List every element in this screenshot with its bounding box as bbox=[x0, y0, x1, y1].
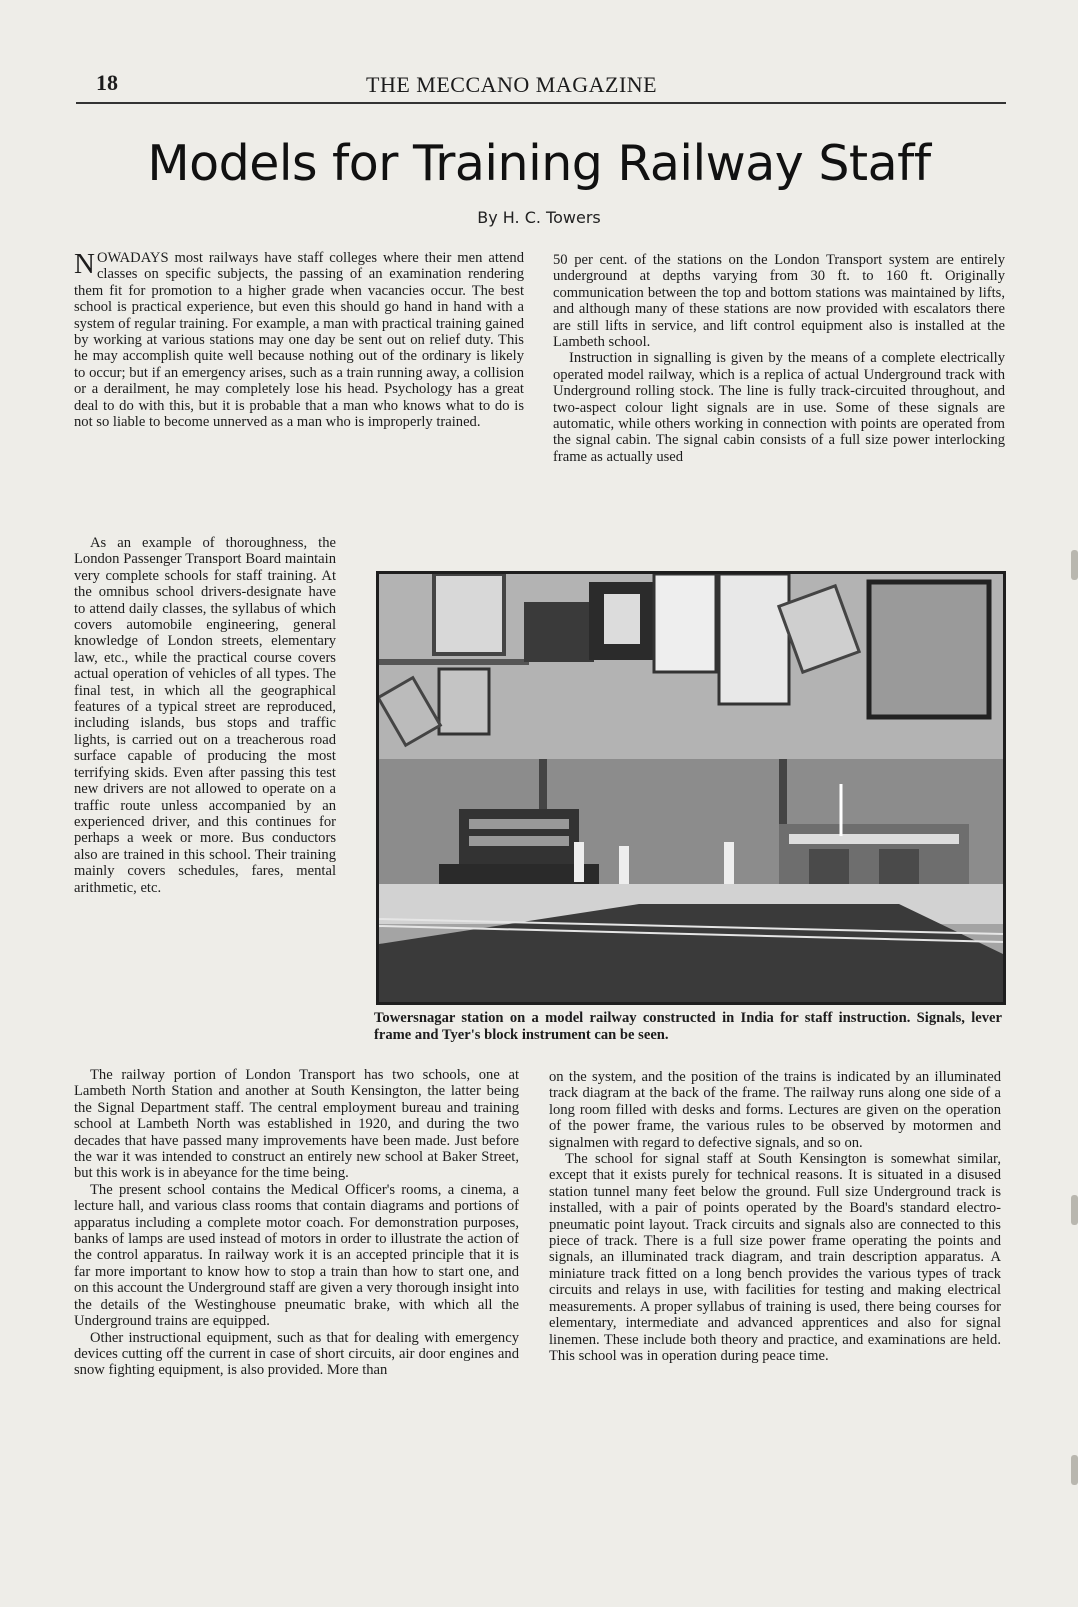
article-title: Models for Training Railway Staff bbox=[147, 135, 931, 192]
paragraph: The school for signal staff at South Kensington is somewhat similar, except that it exists purely for technical reasons. It is situated in a disused station tunnel many feet below the ground. Full size Underground track is installed, with a pair of points operated by the Board's standard electro-pneumatic point layout. Track circuits and signals also are connected to this piece of track. There is a full size power frame operating the points and signals, an illuminated track diagram, and train description apparatus. A miniature track fitted on a long bench provides the various types of track circuits and relays in use, with facilities for testing and making electrical measurements. A proper syllabus of training is used, there being courses for elementary, intermediate and advanced apprentices and also for signal linemen. These include both theory and practice, and examinations are held. This school was in operation during peace time. bbox=[549, 1151, 1001, 1364]
article-byline: By H. C. Towers bbox=[477, 208, 601, 227]
photo-caption: Towersnagar station on a model railway constructed in India for staff instruction. Signals, lever frame and Tyer's block instrument can be seen. bbox=[374, 1010, 1002, 1043]
paragraph: Other instructional equipment, such as that for dealing with emergency devices cutting off the current in case of short circuits, air door engines and snow fighting equipment, is also provided. More than bbox=[74, 1329, 519, 1379]
paragraph: The railway portion of London Transport has two schools, one at Lambeth North Station and another at South Kensington, the latter being the Signal Department staff. The central employment bureau and training school at Lambeth North was established in 1920, and during the two decades that have passed many improvements have been made. Just before the war it was intended to construct an entirely new school at Baker Street, but this work is in abeyance for the time being. bbox=[74, 1067, 519, 1182]
intro-text: OWADAYS most railways have staff colleges where their men attend classes on specific subjects, the passing of an examination rendering them fit for promotion to a higher grade when vacancies occur. The best school is practical experience, but even this should go hand in hand with a system of regular training. For example, a man with practical training gained by working at various stations may one day be sent out on relief duty. This he may accomplish quite well because nothing out of the ordinary is likely to occur; but if an emergency arises, such as a train running away, a collision or a derailment, he may completely lose his head. Psychology has a great deal to do with this, but it is probable that a man who knows what to do is not so liable to become unnerved as a man who is improperly trained. bbox=[74, 250, 524, 431]
top-right-column bbox=[553, 252, 1005, 465]
model-railway-photo bbox=[376, 571, 1006, 1005]
paragraph: Instruction in signalling is given by the means of a complete electrically operated model railway, which is a replica of actual Underground track with Underground rolling stock. The line is fully track-circuited throughout, and two-aspect colour light signals are in use. Some of these signals are automatic, while others working in connection with points are operated from the signal cabin. The signal cabin consists of a full size power interlocking frame as actually used bbox=[553, 350, 1005, 465]
bottom-right-column bbox=[549, 1069, 1001, 1364]
intro-paragraph bbox=[74, 250, 524, 430]
paragraph: As an example of thoroughness, the London Passenger Transport Board maintain very complete schools for staff training. At the omnibus school drivers-designate have to attend daily classes, the syllabus of which covers automobile engineering, general knowledge of London streets, elementary law, etc., while the practical course covers actual operation of vehicles of all types. The final test, in which all the geographical features of a typical street are reproduced, including islands, bus stops and traffic lights, is carried out on a treacherous road surface capable of producing the most terrifying skids. Even after passing this test new drivers are not allowed to operate on a traffic route unless accompanied by an experienced driver, and this continues for perhaps a week or more. Bus conductors also are trained in this school. Their training mainly covers schedules, fares, mental arithmetic, etc. bbox=[74, 535, 336, 896]
page-number: 18 bbox=[96, 70, 118, 95]
scan-edge-mark bbox=[1071, 550, 1078, 580]
scan-edge-mark bbox=[1071, 1195, 1078, 1225]
paragraph: on the system, and the position of the trains is indicated by an illuminated track diagram at the back of the frame. The railway runs along one side of a long room filled with desks and forms. Lectures are given on the operation of the power frame, the various rules to be observed by motormen and signalmen with regard to defective signals, and so on. bbox=[549, 1069, 1001, 1151]
drop-cap: N bbox=[74, 248, 95, 280]
scan-edge-mark bbox=[1071, 1455, 1078, 1485]
narrow-column bbox=[74, 535, 336, 896]
magazine-title: THE MECCANO MAGAZINE bbox=[366, 72, 658, 97]
page-header bbox=[76, 70, 1006, 108]
bottom-left-column bbox=[74, 1067, 519, 1379]
paragraph: The present school contains the Medical Officer's rooms, a cinema, a lecture hall, and various class rooms that contain diagrams and portions of apparatus including a complete motor coach. For demonstration purposes, banks of lamps are used instead of motors in order to illustrate the action of the control apparatus. In railway work it is an accepted principle that it is far more important to know how to stop a train than how to start one, and on this account the Underground staff are given a very thorough insight into the details of the Westinghouse pneumatic brake, with which all the Underground trains are equipped. bbox=[74, 1181, 519, 1330]
paragraph: 50 per cent. of the stations on the London Transport system are entirely underground at depths varying from 30 ft. to 160 ft. Originally communication between the top and bottom stations was maintained by lifts, and although many of these stations are now provided with escalators there are still lifts in service, and lift control equipment also is installed at the Lambeth school. bbox=[553, 252, 1005, 351]
photo-illustration bbox=[379, 574, 1003, 1002]
header-rule bbox=[76, 102, 1006, 104]
intro-column bbox=[74, 250, 524, 430]
